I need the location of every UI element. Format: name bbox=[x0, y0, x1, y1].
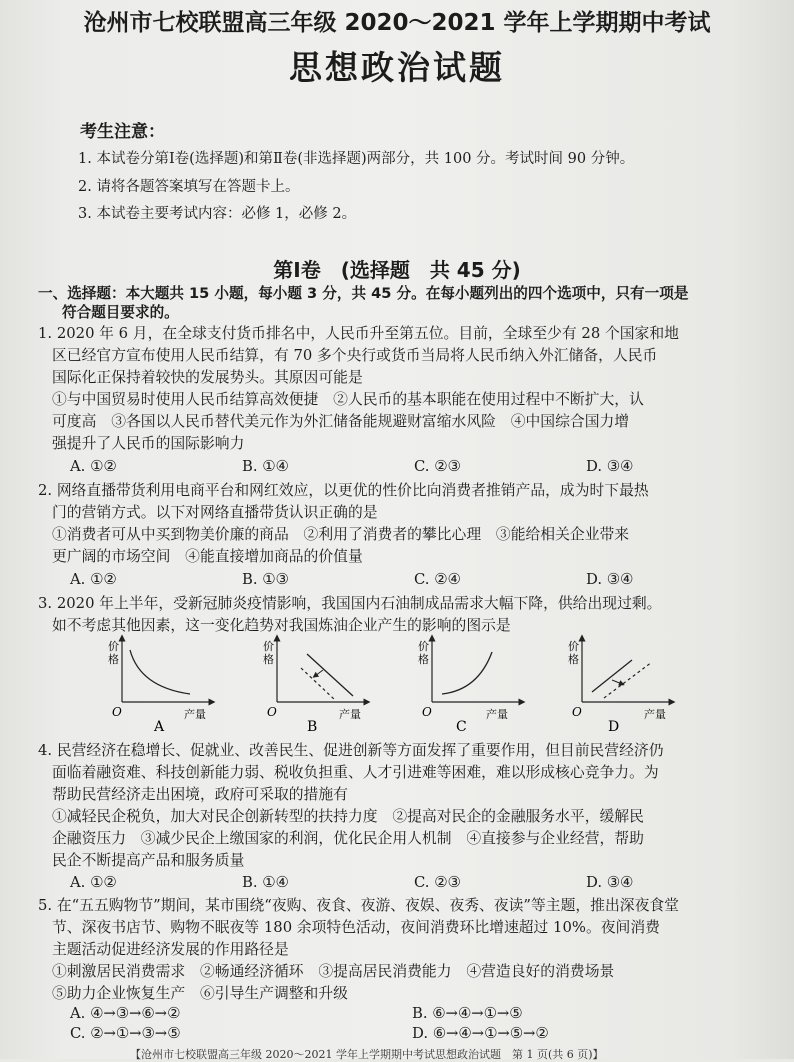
graph-b-dashed-line bbox=[301, 668, 335, 700]
graph-c-x-label: 产量 bbox=[486, 708, 508, 721]
page-footer: 【沧州市七校联盟高三年级 2020～2021 学年上学期期中考试思想政治试题 第 1 页(共 6 页)】 bbox=[130, 1048, 604, 1061]
q5-line-4: ①刺激居民消费需求 ②畅通经济循环 ③提高居民消费能力 ④营造良好的消费场景 bbox=[52, 963, 615, 980]
q1-line-4: ①与中国贸易时使用人民币结算高效便捷 ②人民币的基本职能在使用过程中不断扩大，认 bbox=[52, 391, 644, 408]
exam-title: 沧州市七校联盟高三年级 2020～2021 学年上学期期中考试 bbox=[83, 10, 711, 36]
q4-line-5: 企融资压力 ③减少民企上缴国家的利润，优化民企用人机制 ④直接参与企业经营，帮助 bbox=[52, 830, 644, 847]
graph-c-y-label-2: 格 bbox=[418, 653, 429, 666]
graph-b-line bbox=[307, 654, 353, 696]
q2-line-3: ①消费者可从中买到物美价廉的商品 ②利用了消费者的攀比心理 ③能给相关企业带来 bbox=[52, 526, 630, 543]
section-title: 第Ⅰ卷 (选择题 共 45 分) bbox=[273, 258, 521, 282]
graph-c-name: C bbox=[456, 719, 467, 735]
graph-d-y-label-2: 格 bbox=[568, 653, 579, 666]
q5-option-d: D. ⑥→④→①→⑤→② bbox=[412, 1025, 549, 1042]
q5-option-b: B. ⑥→④→①→⑤ bbox=[412, 1005, 523, 1022]
q2-line-1: 2. 网络直播带货利用电商平台和网红效应，以更优的性价比向消费者推销产品，成为时下最热 bbox=[38, 482, 649, 499]
notice-item-3: 3. 本试卷主要考试内容：必修 1，必修 2。 bbox=[78, 206, 357, 222]
graph-c-y-label-1: 价 bbox=[418, 640, 429, 653]
graph-b bbox=[255, 632, 375, 737]
graph-c-curve bbox=[442, 652, 492, 694]
notice-item-1: 1. 本试卷分第Ⅰ卷(选择题)和第Ⅱ卷(非选择题)两部分，共 100 分。考试时间 90 分钟。 bbox=[78, 151, 635, 167]
q2-option-b: B. ①③ bbox=[242, 571, 289, 588]
graph-d-line bbox=[592, 660, 632, 692]
q2-option-d: D. ③④ bbox=[586, 571, 634, 588]
q1-option-a: A. ①② bbox=[70, 458, 117, 475]
section-instruction-line-1: 一、选择题：本大题共 15 小题，每小题 3 分，共 45 分。在每小题列出的四个选项中，只有一项是 bbox=[38, 285, 689, 302]
q1-option-c: C. ②③ bbox=[414, 458, 461, 475]
graph-a-origin: O bbox=[112, 705, 122, 719]
graph-d-dashed-line bbox=[604, 662, 652, 698]
graph-a-curve bbox=[130, 650, 190, 694]
graph-a-y-label-1: 价 bbox=[108, 640, 119, 653]
q4-option-b: B. ①④ bbox=[242, 874, 289, 891]
graph-d bbox=[560, 632, 680, 737]
graph-d-arrow bbox=[612, 680, 622, 684]
q5-option-c: C. ②→①→③→⑤ bbox=[70, 1025, 181, 1042]
q1-line-1: 1. 2020 年 6 月，在全球支付货币排名中，人民币升至第五位。目前，全球至少有 28 个国家和地 bbox=[38, 325, 679, 342]
q1-line-5: 可度高 ③各国以人民币替代美元作为外汇储备能规避财富缩水风险 ④中国综合国力增 bbox=[52, 413, 630, 430]
q4-option-a: A. ①② bbox=[70, 874, 117, 891]
section-instruction-line-2: 符合题目要求的。 bbox=[62, 304, 179, 321]
q3-line-2: 如不考虑其他因素，这一变化趋势对我国炼油企业产生的影响的图示是 bbox=[52, 617, 511, 634]
q1-option-d: D. ③④ bbox=[586, 458, 634, 475]
graph-d-name: D bbox=[608, 719, 620, 735]
q4-option-c: C. ②③ bbox=[414, 874, 461, 891]
graph-a-name: A bbox=[154, 719, 165, 735]
graph-c-origin: O bbox=[422, 705, 432, 719]
q5-option-a: A. ④→③→⑥→② bbox=[70, 1005, 181, 1022]
q4-line-3: 帮助民营经济走出困境，政府可采取的措施有 bbox=[52, 786, 348, 803]
q4-line-4: ①减轻民企税负，加大对民企创新转型的扶持力度 ②提高对民企的金融服务水平，缓解民 bbox=[52, 808, 644, 825]
q5-line-3: 主题活动促进经济发展的作用路径是 bbox=[52, 941, 289, 958]
graph-a bbox=[100, 632, 220, 737]
q1-line-2: 区已经官方宣布使用人民币结算，有 70 多个央行或货币当局将人民币纳入外汇储备，人民币 bbox=[52, 347, 658, 364]
q1-line-3: 国际化正保持着较快的发展势头。其原因可能是 bbox=[52, 369, 363, 386]
notice-heading: 考生注意： bbox=[80, 122, 165, 142]
notice-item-2: 2. 请将各题答案填写在答题卡上。 bbox=[78, 179, 300, 195]
graph-a-x-label: 产量 bbox=[184, 708, 206, 721]
q2-option-a: A. ①② bbox=[70, 571, 117, 588]
subject-title: 思想政治试题 bbox=[289, 48, 505, 87]
graph-d-origin: O bbox=[572, 705, 582, 719]
graph-d-x-label: 产量 bbox=[644, 708, 666, 721]
q4-line-6: 民企不断提高产品和服务质量 bbox=[52, 852, 245, 869]
q5-line-5: ⑤助力企业恢复生产 ⑥引导生产调整和升级 bbox=[52, 985, 348, 1002]
q1-line-6: 强提升了人民币的国际影响力 bbox=[52, 435, 245, 452]
q1-option-b: B. ①④ bbox=[242, 458, 289, 475]
graph-b-y-label-2: 格 bbox=[263, 653, 274, 666]
q4-line-1: 4. 民营经济在稳增长、促就业、改善民生、促进创新等方面发挥了重要作用，但目前民营经济仍 bbox=[38, 742, 664, 759]
graph-b-x-label: 产量 bbox=[339, 708, 361, 721]
graph-b-name: B bbox=[307, 719, 318, 735]
graph-b-y-label-1: 价 bbox=[263, 640, 274, 653]
q3-line-1: 3. 2020 年上半年，受新冠肺炎疫情影响，我国国内石油制成品需求大幅下降，供给出现过剩。 bbox=[38, 595, 662, 612]
graph-a-y-label-2: 格 bbox=[108, 653, 119, 666]
graph-b-arrow bbox=[315, 670, 323, 676]
q4-line-2: 面临着融资难、科技创新能力弱、税收负担重、人才引进难等困难，难以形成核心竞争力。为 bbox=[52, 764, 659, 781]
q5-line-1: 5. 在“五五购物节”期间，某市围绕“夜购、夜食、夜游、夜娱、夜秀、夜读”等主题，推出深夜食堂 bbox=[38, 897, 679, 914]
q2-option-c: C. ②④ bbox=[414, 571, 461, 588]
graph-c bbox=[410, 632, 530, 737]
q5-line-2: 节、深夜书店节、购物不眠夜等 180 余项特色活动，夜间消费环比增速超过 10%。夜间消费 bbox=[52, 919, 660, 936]
graph-d-y-label-1: 价 bbox=[568, 640, 579, 653]
graph-b-origin: O bbox=[267, 705, 277, 719]
q4-option-d: D. ③④ bbox=[586, 874, 634, 891]
q2-line-4: 更广阔的市场空间 ④能直接增加商品的价值量 bbox=[52, 548, 363, 565]
q2-line-2: 门的营销方式。以下对网络直播带货认识正确的是 bbox=[52, 504, 378, 521]
